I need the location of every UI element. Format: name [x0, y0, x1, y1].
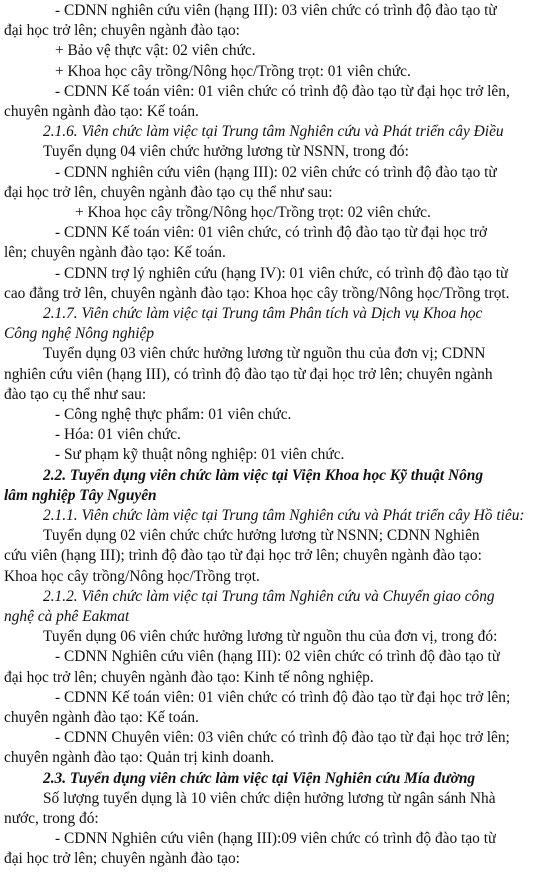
section-heading: 2.1.2. Viên chức làm việc tại Trung tâm Nghiên cứu và Chuyển giao công [43, 587, 495, 605]
list-item: - Công nghệ thực phẩm: 01 viên chức. [55, 406, 292, 423]
text-line: - CDNN Kế toán viên: 01 viên chức, có trình độ đào tạo từ đại học trở [55, 224, 488, 242]
text-line: - CDNN Kế toán viên: 01 viên chức có trình độ đào tạo từ đại học trở lên; [55, 688, 511, 706]
text-line: Số lượng tuyển dụng là 10 viên chức diện hưởng lương từ ngân sánh Nhà [43, 789, 496, 807]
text-line: - CDNN Kế toán viên: 01 viên chức có trình độ đào tạo từ đại học trở lên, [55, 82, 510, 100]
text-line: đào tạo cụ thể như sau: [4, 385, 147, 403]
text-line: đại học trở lên, chuyên ngành đào tạo cụ thể như sau: [4, 183, 333, 201]
text-line: chuyên ngành đào tạo: Quản trị kinh doanh. [4, 749, 275, 767]
list-item: - Hóa: 01 viên chức. [55, 426, 181, 444]
text-line: - CDNN Nghiên cứu viên (hạng III): 02 viên chức có trình độ đào tạo từ [55, 648, 501, 666]
text-line: nước, trong đó: [4, 810, 99, 827]
text-line: Tuyển dụng 06 viên chức hưởng lương từ nguồn thu của đơn vị, trong đó: [43, 628, 498, 646]
section-heading: nghệ cà phê Eakmat [4, 608, 130, 625]
section-heading: 2.1.6. Viên chức làm việc tại Trung tâm Nghiên cứu và Phát triển cây Điều [43, 123, 504, 141]
text-line: - CDNN Chuyên viên: 03 viên chức có trình độ đào tạo từ đại học trở lên; [55, 729, 510, 747]
text-line: Tuyển dụng 02 viên chức chức hưởng lương từ NSNN; CDNN Nghiên [43, 527, 480, 545]
text-line: đại học trở lên; chuyên ngành đào tạo: Kinh tế nông nghiệp. [4, 668, 374, 686]
text-line: lên; chuyên ngành đào tạo: Kế toán. [4, 244, 226, 262]
text-line: cao đẳng trở lên, chuyên ngành đào tạo: Khoa học cây trồng/Nông học/Trồng trọt. [4, 284, 510, 302]
text-line: cứu viên (hạng III); trình độ đào tạo từ đại học trở lên; chuyên ngành đào tạo: [4, 547, 482, 565]
text-line: Tuyển dụng 03 viên chức hưởng lương từ nguồn thu của đơn vị; CDNN [43, 345, 486, 363]
section-heading: 2.2. Tuyển dụng viên chức làm việc tại Viện Khoa học Kỹ thuật Nông [43, 466, 484, 484]
list-item: - Sư phạm kỹ thuật nông nghiệp: 01 viên chức. [55, 446, 345, 464]
text-line: đại học trở lên; chuyên ngành đào tạo: [4, 850, 240, 868]
text-line: - CDNN nghiên cứu viên (hạng III): 03 viên chức có trình độ đào tạo từ [55, 2, 497, 19]
section-heading: lâm nghiệp Tây Nguyên [4, 486, 157, 504]
text-line: - CDNN nghiên cứu viên (hạng III): 02 viên chức có trình độ đào tạo từ [55, 163, 497, 181]
text-line: - CDNN Nghiên cứu viên (hạng III):09 viên chức có trình độ đào tạo từ [55, 830, 497, 848]
section-heading: Công nghệ Nông nghiệp [4, 325, 155, 343]
text-line: Tuyển dụng 04 viên chức hưởng lương từ NSNN, trong đó: [43, 143, 409, 161]
text-line: chuyên ngành đào tạo: Kế toán. [4, 103, 199, 120]
text-line: chuyên ngành đào tạo: Kế toán. [4, 709, 199, 726]
list-item: + Khoa học cây trồng/Nông học/Trồng trọt: 02 viên chức. [75, 204, 431, 221]
list-item: + Khoa học cây trồng/Nông học/Trồng trọt: 01 viên chức. [55, 62, 411, 80]
text-line: đại học trở lên; chuyên ngành đào tạo: [4, 22, 240, 40]
section-heading: 2.3. Tuyển dụng viên chức làm việc tại Viện Nghiên cứu Mía đường [43, 769, 476, 787]
text-line: - CDNN trợ lý nghiên cứu (hạng IV): 01 viên chức, có trình độ đào tạo từ [55, 264, 509, 282]
text-line: nghiên cứu viên (hạng III), có trình độ đào tạo từ đại học trở lên; chuyên ngành [4, 365, 493, 383]
section-heading: 2.1.1. Viên chức làm việc tại Trung tâm Nghiên cứu và Phát triển cây Hồ tiêu: [43, 507, 525, 524]
text-line: Khoa học cây trồng/Nông học/Trồng trọt. [4, 567, 260, 585]
list-item: + Bảo vệ thực vật: 02 viên chức. [55, 42, 256, 60]
section-heading: 2.1.7. Viên chức làm việc tại Trung tâm Phân tích và Dịch vụ Khoa học [43, 305, 483, 322]
